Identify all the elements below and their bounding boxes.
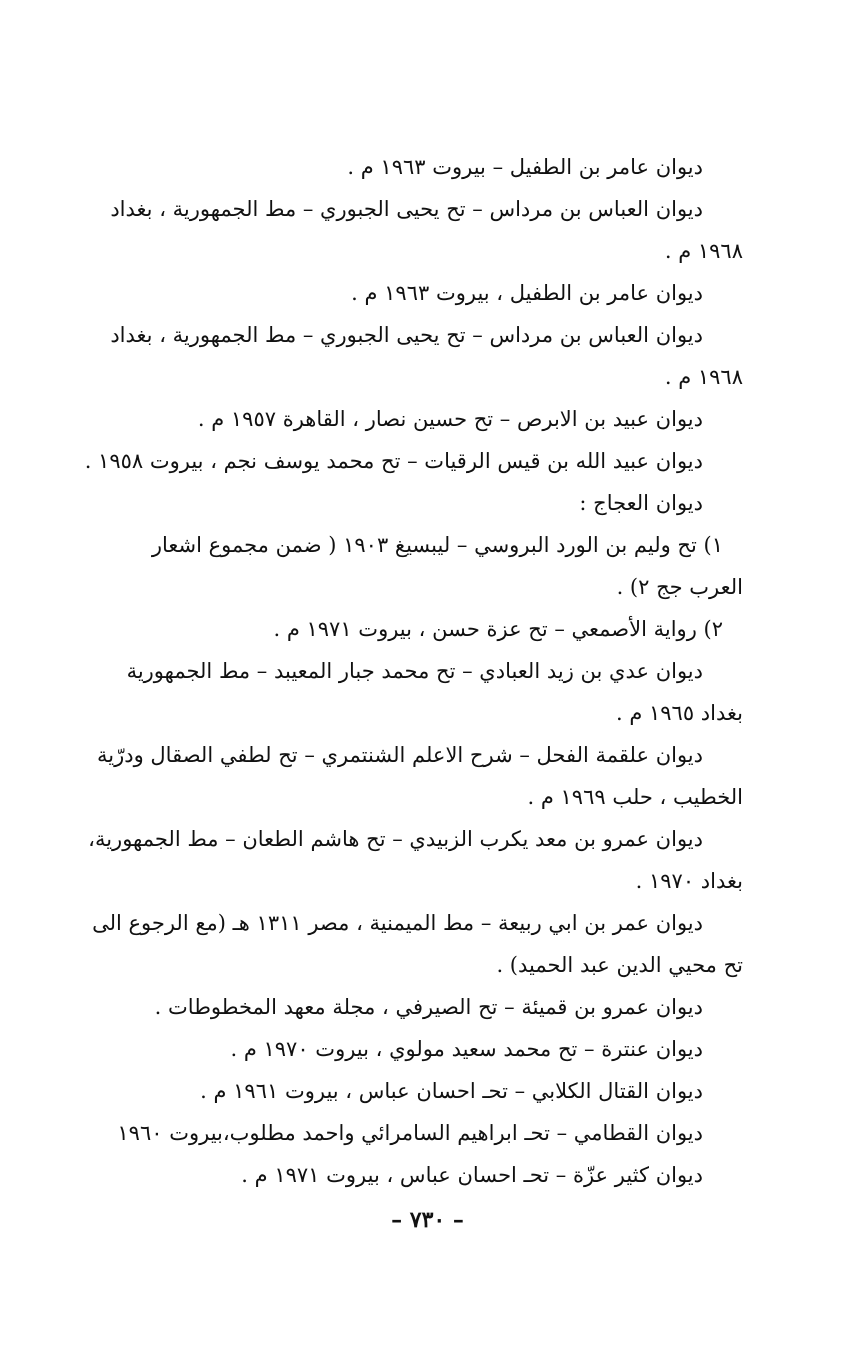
page-number: – ٧٣٠ – [391, 1207, 464, 1233]
bibliography-line-continuation: العرب جج ٢) . [616, 575, 743, 599]
bibliography-line: ديوان عمر بن ابي ربيعة – مط الميمنية ، مصر ١٣١١ هـ (مع الرجوع الى [92, 911, 703, 935]
bibliography-line: ديوان كثير عزّة – تحـ احسان عباس ، بيروت ١٩٧١ م . [241, 1163, 703, 1187]
bibliography-subitem: ١) تح وليم بن الورد البروسي – ليبسيغ ١٩٠٣ ( ضمن مجموع اشعار [151, 533, 723, 557]
bibliography-line-continuation: بغداد ١٩٧٠ . [635, 869, 743, 893]
bibliography-line: ديوان العباس بن مرداس – تح يحيى الجبوري – مط الجمهورية ، بغداد [110, 323, 703, 347]
bibliography-line-continuation: الخطيب ، حلب ١٩٦٩ م . [527, 785, 743, 809]
bibliography-line-continuation: ١٩٦٨ م . [664, 365, 743, 389]
bibliography-line: ديوان القتال الكلابي – تحـ احسان عباس ، بيروت ١٩٦١ م . [200, 1079, 703, 1103]
bibliography-line: ديوان عامر بن الطفيل ، بيروت ١٩٦٣ م . [351, 281, 703, 305]
bibliography-line-continuation: ١٩٦٨ م . [664, 239, 743, 263]
bibliography-line-continuation: بغداد ١٩٦٥ م . [615, 701, 743, 725]
bibliography-line: ديوان عامر بن الطفيل – بيروت ١٩٦٣ م . [347, 155, 703, 179]
bibliography-line: ديوان العباس بن مرداس – تح يحيى الجبوري – مط الجمهورية ، بغداد [110, 197, 703, 221]
bibliography-line: ديوان القطامي – تحـ ابراهيم السامرائي واحمد مطلوب،بيروت ١٩٦٠ [117, 1121, 703, 1145]
bibliography-line-continuation: تح محيي الدين عبد الحميد) . [496, 953, 743, 977]
bibliography-line: ديوان عبيد الله بن قيس الرقيات – تح محمد يوسف نجم ، بيروت ١٩٥٨ . [84, 449, 703, 473]
bibliography-line: ديوان العجاج : [579, 491, 703, 515]
bibliography-subitem: ٢) رواية الأصمعي – تح عزة حسن ، بيروت ١٩٧١ م . [273, 617, 723, 641]
bibliography-line: ديوان عبيد بن الابرص – تح حسين نصار ، القاهرة ١٩٥٧ م . [197, 407, 703, 431]
bibliography-line: ديوان عنترة – تح محمد سعيد مولوي ، بيروت ١٩٧٠ م . [230, 1037, 703, 1061]
bibliography-line: ديوان عمرو بن معد يكرب الزبيدي – تح هاشم الطعان – مط الجمهورية، [88, 827, 703, 851]
bibliography-line: ديوان علقمة الفحل – شرح الاعلم الشنتمري – تح لطفي الصقال ودرّية [97, 743, 703, 767]
bibliography-line: ديوان عمرو بن قميئة – تح الصيرفي ، مجلة معهد المخطوطات . [154, 995, 703, 1019]
bibliography-line: ديوان عدي بن زيد العبادي – تح محمد جبار المعيبد – مط الجمهورية [126, 659, 703, 683]
